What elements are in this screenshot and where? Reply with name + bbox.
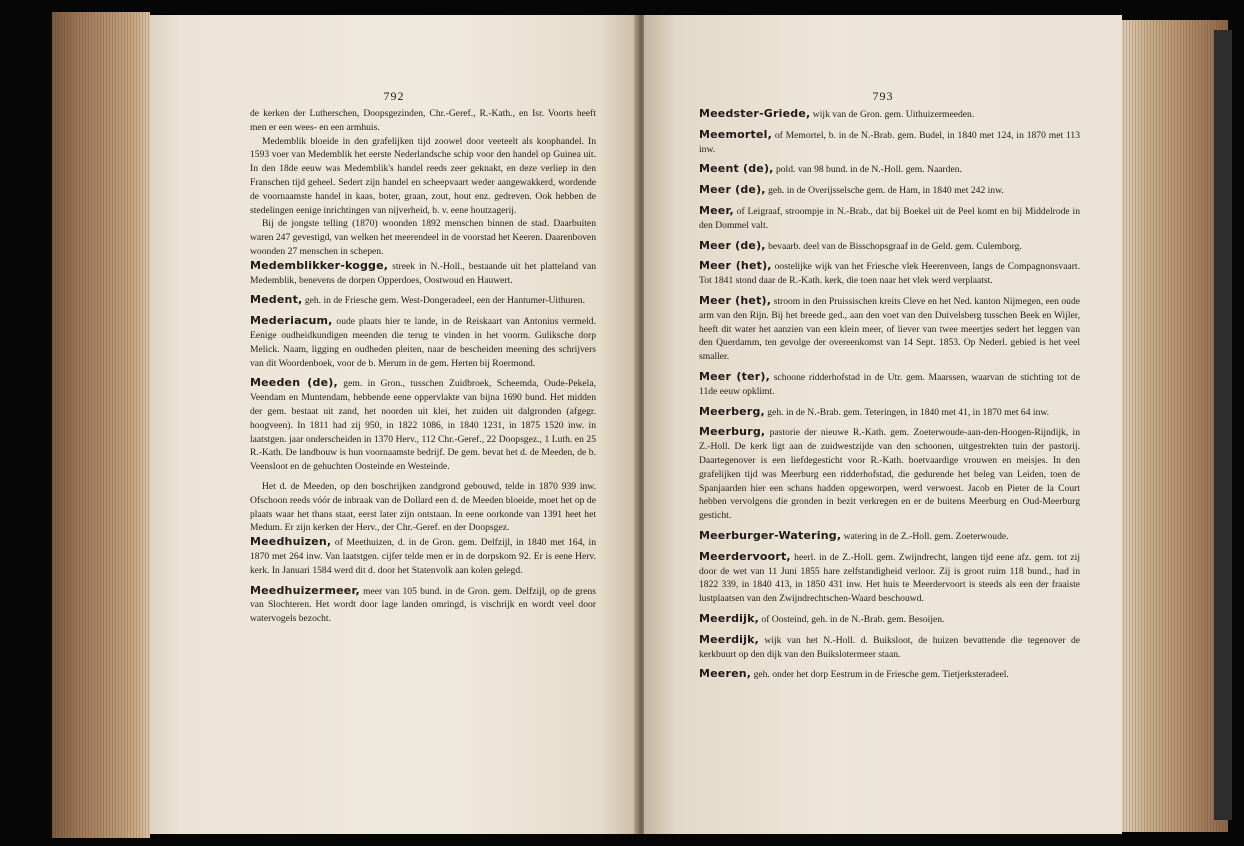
entry-headword: Meerdervoort, <box>699 549 791 563</box>
page-number: 793 <box>872 89 894 103</box>
entry-text: Medemblik bloeide in den grafelijken tijd zoowel door veeteelt als koophandel. In 1593 voer van Medemblik het eerste Nederlandsche schip voor den handel op Guinea uit. In den 18de eeuw was Medemblik's handel reeds zeer geknakt, en deze verliep in den Franschen tijd geheel. Sedert zijn handel en scheepvaart weder aangewakkerd, wordende de voornaamste handel in kaas, boter, graan, zout, hout enz. gedreven. Ook hebben de stedelingen eenige inrichtingen van nijverheid, b. v. eene houtzagerij. <box>250 135 596 216</box>
entry-headword: Meedhuizen, <box>250 535 332 549</box>
dictionary-entry <box>699 204 1080 233</box>
entry-headword: Meer (de), <box>699 183 766 197</box>
dictionary-entry <box>699 370 1080 399</box>
dictionary-entry <box>699 107 1080 122</box>
entry-text: pold. van 98 bund. in de N.-Holl. gem. Naarden. <box>773 164 962 176</box>
entry-headword: Meer (het), <box>699 293 772 307</box>
dictionary-entry <box>699 633 1080 662</box>
entry-text: gem. in Gron., tusschen Zuidbroek, Scheemda, Oude-Pekela, Veendam en Muntendam, hebbende eene oppervlakte van bijna 1690 bund. Het midden der gem. bestaat uit zand, het noorden uit klei, het zuiden uit dalgronden (afgegr. hoogveen). In 1811 had zij 950, in 1822 1086, in 1840 1231, in 1875 1520 inw. in laatstgen. jaar onderscheiden in 1370 Herv., 112 Chr.-Geref., 22 Doopsgez., 1 Luth. en 25 R.-Kath. De landbouw is hun voornaamste bedrijf. De gem. bevat het d. de Meeden, de b. Veensloot en de gehuchten Oosteinde en Westeinde. <box>250 378 596 473</box>
entry-headword: Meedster-Griede, <box>699 107 811 120</box>
entry-text: streek in N.-Holl., bestaande uit het platteland van Medemblik, benevens de dorpen Opperdoes, Oostwoud en Hauwert. <box>250 260 596 286</box>
entry-text: meer van 105 bund. in de Gron. gem. Delfzijl, op de grens van Slochteren. Het wordt door lage landen omringd, is vischrijk en wordt veel door watervogels bezocht. <box>250 585 596 625</box>
entry-text: Bij de jongste telling (1870) woonden 1892 menschen binnen de stad. Daarbuiten waren 247 gevestigd, van welken het meerendeel in de voorstad het Keeren. Daarenboven woonden 27 menschen in schepen. <box>250 218 596 257</box>
paragraph <box>250 480 596 535</box>
dictionary-entry <box>699 667 1080 682</box>
entry-headword: Meedhuizermeer, <box>250 583 360 597</box>
entry-text: geh. onder het dorp Eestrum in de Friesche gem. Tietjerksteradeel. <box>751 669 1009 681</box>
entry-headword: Medent, <box>250 293 303 307</box>
entry-text: schoone ridderhofstad in de Utr. gem. Maarssen, waarvan de stichting tot de 11de eeuw opklimt. <box>699 371 1080 397</box>
entry-text: of Meethuizen, d. in de Gron. gem. Delfzijl, in 1840 met 164, in 1870 met 264 inw. Van laatstgen. cijfer telde men er in de dorpskom 92. Er is eene Herv. kerk. In Januari 1584 werd dit d. door het Statenvolk aan kolen gelegd. <box>250 537 596 576</box>
left-page-edges <box>52 12 150 838</box>
entry-text: bevaarb. deel van de Bisschopsgraaf in de Geld. gem. Culemborg. <box>765 240 1022 252</box>
right-page-edges <box>1120 20 1228 832</box>
entry-headword: Meerdijk, <box>699 611 760 625</box>
right-page <box>644 15 1122 834</box>
entry-headword: Meerburger-Watering, <box>699 528 842 542</box>
entry-text: geh. in de Overijsselsche gem. de Ham, in 1840 met 242 inw. <box>765 185 1004 197</box>
right-page-text <box>644 104 1122 682</box>
entry-headword: Meerburg, <box>699 425 766 439</box>
dictionary-entry <box>699 128 1080 157</box>
entry-text: heerl. in de Z.-Holl. gem. Zwijndrecht, langen tijd eene afz. gem. tot zij door de wet van 11 Juni 1855 hare zelfstandigheid verloor. Zij is groot ruim 118 bund., had in 1822 339, in 1840 413, in 1850 431 inw. Het huis te Meerdervoort is steeds als een der fraaiste lustplaatsen van den Zwijndrechtschen-Waard beschouwd. <box>699 551 1080 605</box>
entry-headword: Meemortel, <box>699 127 772 141</box>
entry-headword: Meeren, <box>699 667 752 681</box>
paragraph <box>250 135 596 218</box>
entry-text: oostelijke wijk van het Friesche vlek Heerenveen, langs de Compagnonsvaart. Tot 1841 stond daar de R.-Kath. kerk, die toen naar het vlek werd verplaatst. <box>699 261 1080 287</box>
left-page <box>150 15 638 834</box>
entry-text: of Oosteind, geh. in de N.-Brab. gem. Besoijen. <box>759 613 945 625</box>
entry-headword: Meeden (de), <box>250 376 338 390</box>
dictionary-entry <box>699 425 1080 523</box>
entry-text: Het d. de Meeden, op den boschrijken zandgrond gebouwd, telde in 1870 939 inw. Ofschoon reeds vóór de inbraak van de Dollard een d. de Meeden bloeide, moet het op de plaats waar het thans staat, eerst later zijn ontstaan. In eene oorkonde van 1391 heet het Medum. Er zijn kerken der Herv., der Chr.-Geref. en der Doopsgez. <box>250 480 596 534</box>
book-cover <box>1214 30 1232 820</box>
dictionary-entry <box>699 294 1080 364</box>
entry-headword: Meer (het), <box>699 259 772 273</box>
left-page-text <box>150 104 638 626</box>
entry-text: geh. in de Friesche gem. West-Dongeradeel, een der Hantumer-Uithuren. <box>302 295 585 307</box>
dictionary-entry <box>250 259 596 288</box>
dictionary-entry <box>699 612 1080 627</box>
entry-headword: Meer (ter), <box>699 369 770 383</box>
paragraph <box>250 107 596 135</box>
entry-text: of Memortel, b. in de N.-Brab. gem. Budel, in 1840 met 124, in 1870 met 113 inw. <box>699 129 1080 155</box>
entry-text: oude plaats hier te lande, in de Reiskaart van Antonius vermeld. Eenige oudheidkundigen meenden die terug te vinden in het voorm. Guliksche dorp Melick. Naam, ligging en oudheden pleiten, naar de bescheiden meening des schrijvers van dit Woordenboek, voor de b. Merum in de gem. Herten bij Roermond. <box>250 316 596 369</box>
entry-headword: Meer, <box>699 203 734 217</box>
dictionary-entry <box>250 314 596 370</box>
dictionary-entry <box>250 376 596 474</box>
paragraph <box>250 217 596 258</box>
entry-headword: Meerberg, <box>699 404 765 418</box>
entry-headword: Mederiacum, <box>250 314 333 328</box>
entry-text: wijk van het N.-Holl. d. Buiksloot, de huizen bevattende die tegenover de kerkbuurt op den dijk van den Buikslotermeer staan. <box>699 634 1080 660</box>
dictionary-entry <box>250 535 596 577</box>
dictionary-entry <box>699 529 1080 544</box>
dictionary-entry <box>699 162 1080 177</box>
entry-text: stroom in den Pruissischen kreits Cleve en het Ned. kanton Nijmegen, een oude arm van den Rijn. Bij het breede ged., aan den voet van den Duivelsberg tusschen Beek en Wijler, heeft dit water het aanzien van een klein meer, of liever van twee meertjes sedert het leggen van den Querdamm, ten gevolge der overeenkomst van 14 Sept. 1853. Op Nederl. gebied is het veel smaller. <box>699 295 1081 363</box>
entry-headword: Meerdijk, <box>699 632 760 646</box>
page-number: 792 <box>383 89 405 103</box>
dictionary-entry <box>699 550 1080 606</box>
entry-text: de kerken der Lutherschen, Doopsgezinden, Chr.-Geref., R.-Kath., en Isr. Voorts heeft men er een wees- en een armhuis. <box>250 108 596 133</box>
entry-text: wijk van de Gron. gem. Uithuizermeeden. <box>810 109 975 120</box>
dictionary-entry <box>250 584 596 626</box>
dictionary-entry <box>699 239 1080 254</box>
dictionary-entry <box>699 405 1080 420</box>
entry-text: geh. in de N.-Brab. gem. Teteringen, in 1840 met 41, in 1870 met 64 inw. <box>764 406 1050 418</box>
entry-headword: Medemblikker-kogge, <box>250 258 389 272</box>
entry-headword: Meent (de), <box>699 162 774 176</box>
entry-text: pastorie der nieuwe R.-Kath. gem. Zoeterwoude-aan-den-Hoogen-Rijndijk, in Z.-Holl. De kerk ligt aan de zuidwestzijde van den schoonen, uitgestrekten tuin der pastorij. Daartegenover is een liefdegesticht voor R.-Kath. boetvaardige vrouwen en meisjes. In den grafelijken tijd was Meerburg een ridderhofstad, die gedurende het beleg van Leiden, toen de Spanjaarden hier een schans hadden opgeworpen, werd verwoest. Jacob en Pieter de la Court hebben vervolgens die gronden in bezit verkregen en er de buitens Meerburg en Oud-Meerburg gesticht. <box>699 427 1080 522</box>
dictionary-entry <box>250 293 596 308</box>
entry-headword: Meer (de), <box>699 238 766 252</box>
entry-text: of Leigraaf, stroompje in N.-Brab., dat bij Boekel uit de Peel komt en bij Middelrode in den Dommel valt. <box>699 205 1080 231</box>
dictionary-entry <box>699 259 1080 288</box>
dictionary-entry <box>699 183 1080 198</box>
entry-text: watering in de Z.-Holl. gem. Zoeterwoude. <box>841 530 1009 542</box>
